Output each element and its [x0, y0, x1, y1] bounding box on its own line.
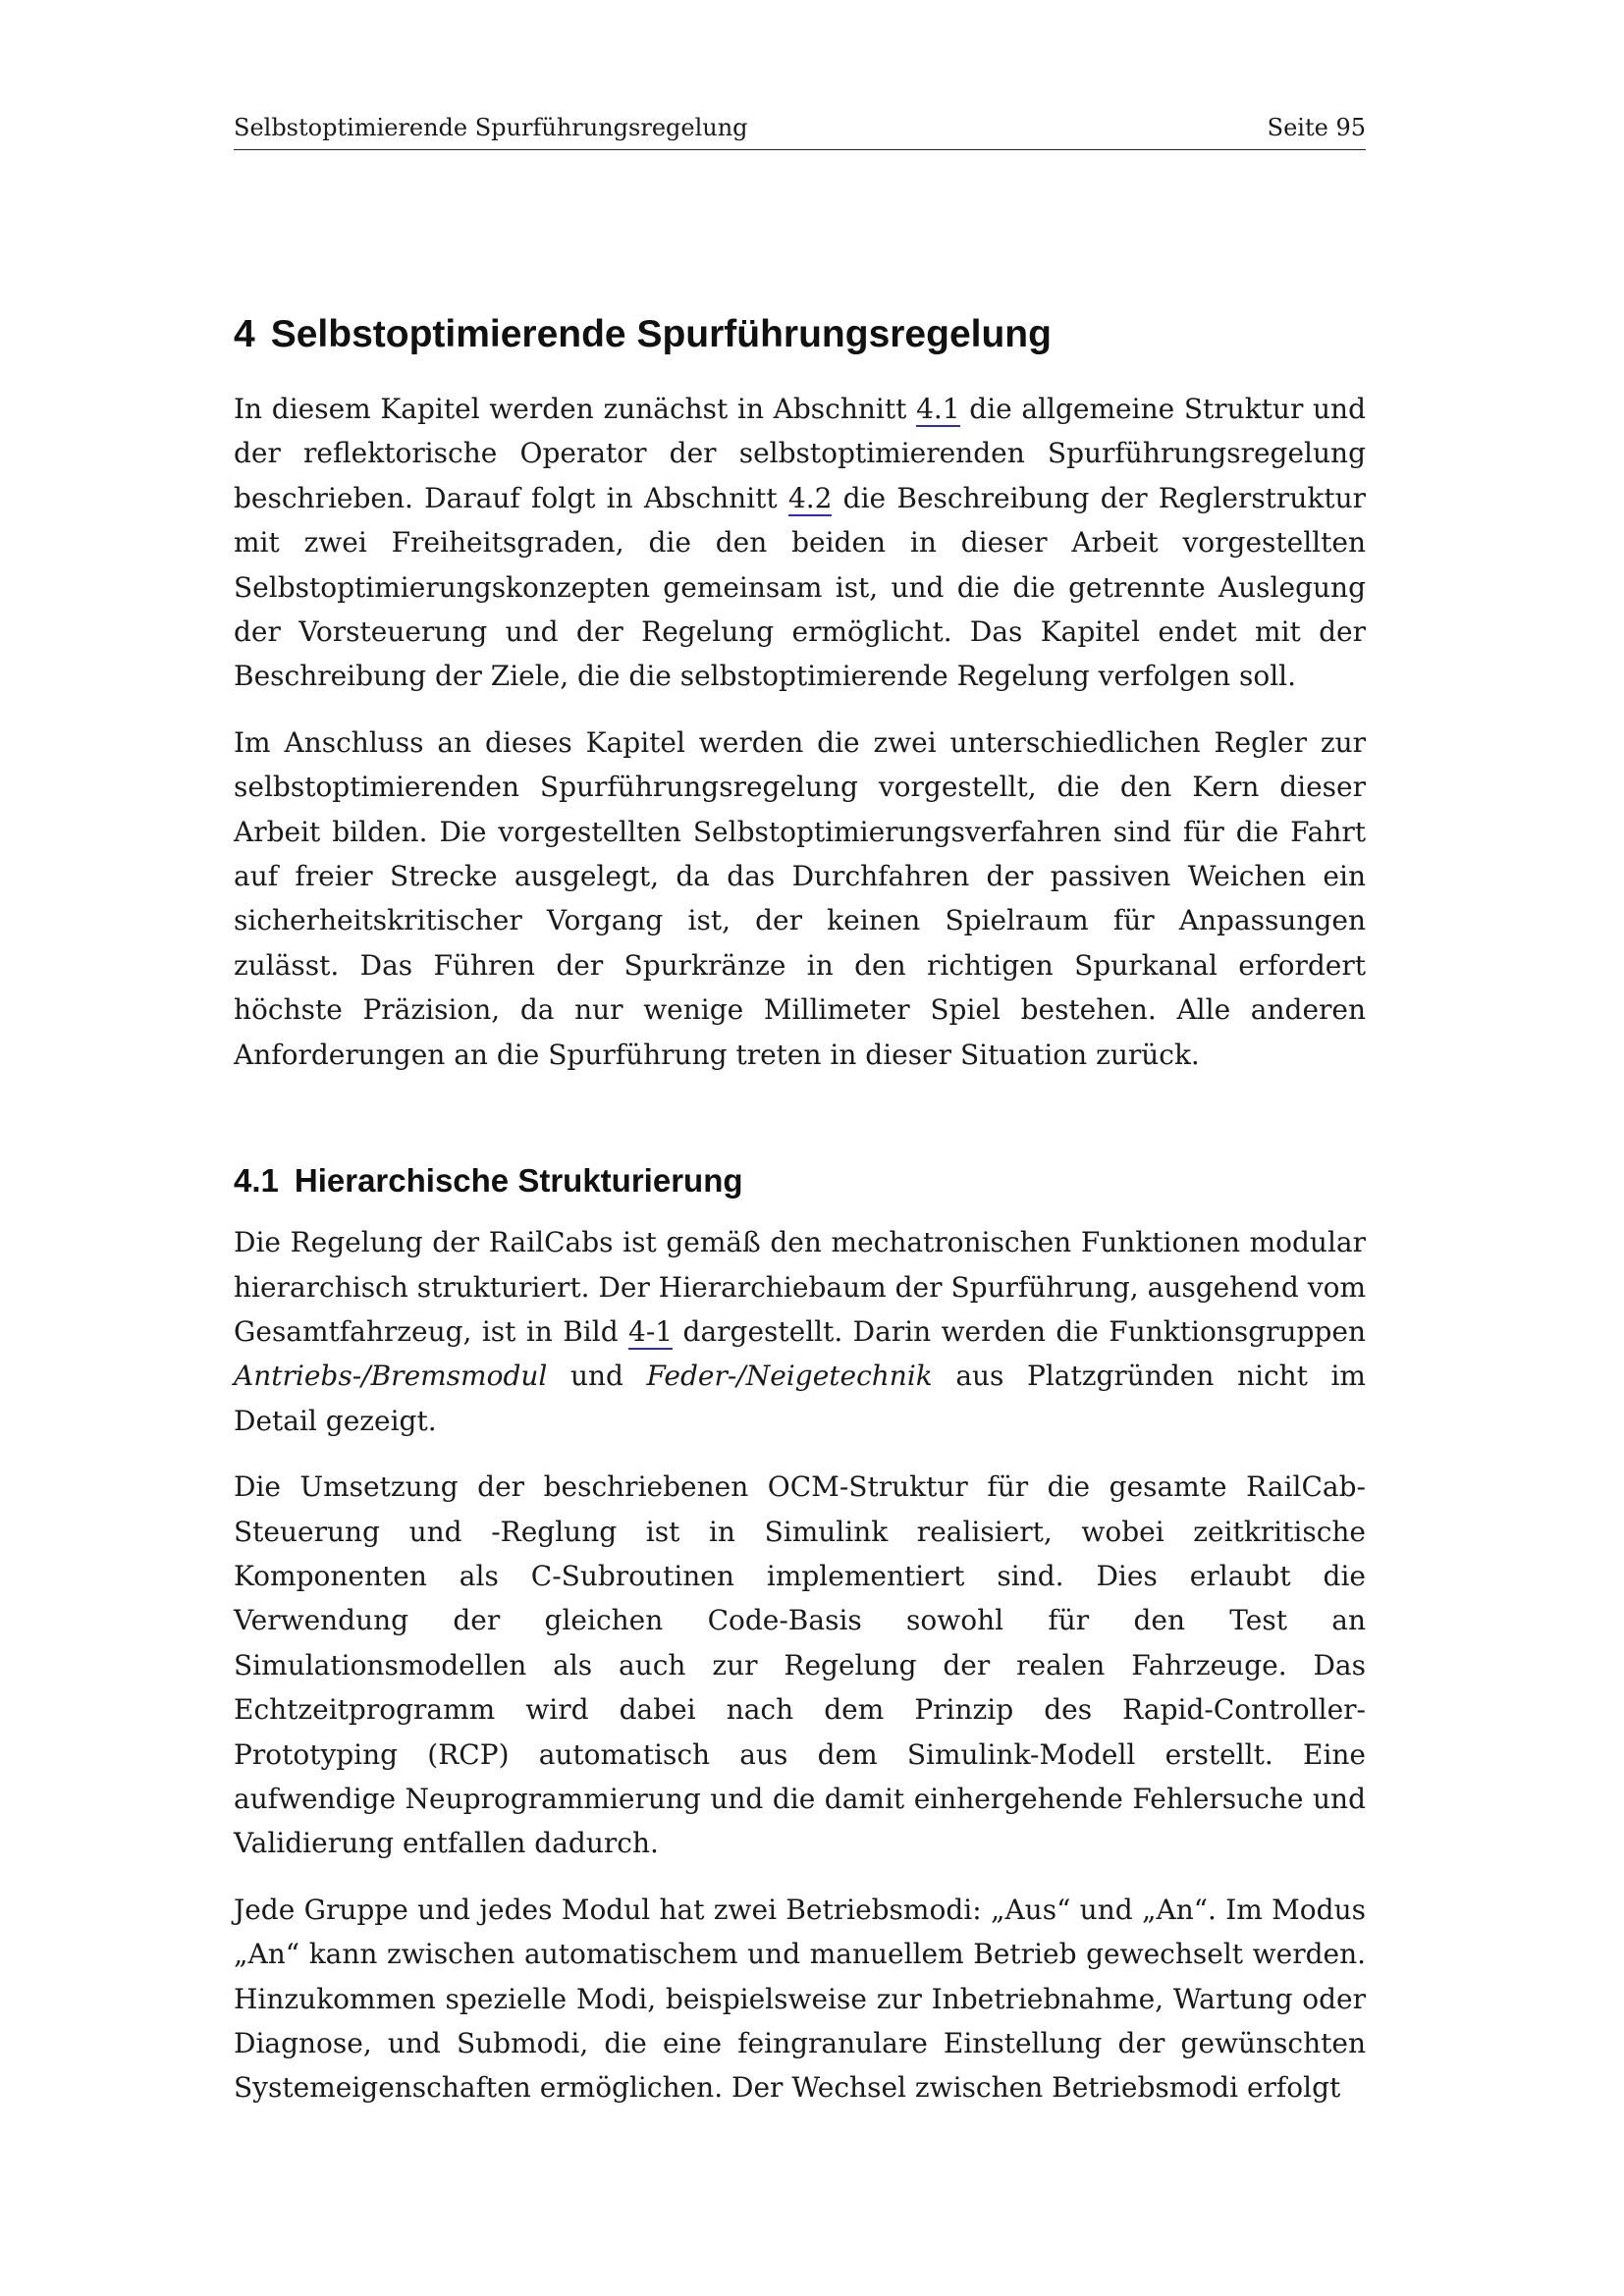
chapter-heading — [234, 304, 1366, 365]
paragraph-text: Die Regelung der RailCabs ist gemäß den mechatronischen Funktionen modular hierarchisch strukturiert. Der Hierarchiebaum der Spurführung, ausgehend vom Gesamtfahrzeug, ist in Bild — [234, 1226, 1366, 1348]
figure-ref-link[interactable]: 4-1 — [628, 1314, 674, 1348]
emphasis-term: Antriebs-/Bremsmodul — [234, 1360, 548, 1393]
paragraph-text: dargestellt. Darin werden die Funktionsgruppen — [673, 1314, 1366, 1348]
paragraph-text: In diesem Kapitel werden zunächst in Abschnitt — [234, 393, 917, 425]
chapter-title: Selbstoptimierende Spurführungsregelung — [270, 313, 1052, 355]
section-title: Hierarchische Strukturierung — [294, 1162, 743, 1200]
section-ref-link[interactable]: 4.2 — [787, 481, 833, 514]
paragraph-outlook: Im Anschluss an dieses Kapitel werden die zwei unterschiedlichen Regler zur selbstoptimierenden Spurführungsregelung vorgestellt, die den Kern dieser Arbeit bilden. Die vorgestellten Selbstoptimierungsverfahren sind für die Fahrt auf freier Strecke ausgelegt, da das Durchfahren der passiven Weichen ein sicherheitskritischer Vorgang ist, der keinen Spielraum für Anpassungen zulässt. Das Führen der Spurkränze in den richtigen Spurkanal erfordert höchste Präzision, da nur wenige Millimeter Spiel bestehen. Alle anderen Anforderungen an die Spurführung treten in dieser Situation zurück. — [234, 725, 1366, 1071]
chapter-number: 4 — [234, 313, 255, 355]
section-heading — [234, 1155, 1366, 1206]
page-header — [234, 110, 1366, 150]
section-ref-link[interactable]: 4.1 — [916, 393, 960, 425]
paragraph-operating-modes: Jede Gruppe und jedes Modul hat zwei Betriebsmodi: „Aus“ und „An“. Im Modus „An“ kann zwischen automatischem und manuellem Betrieb gewechselt werden. Hinzukommen spezielle Modi, beispielsweise zur Inbetriebnahme, Wartung oder Diagnose, und Submodi, die eine feingranulare Einstellung der gewünschten Systemeigenschaften ermöglichen. Der Wechsel zwischen Betriebsmodi erfolgt — [234, 1893, 1366, 2105]
paragraph-text: aus Platzgründen nicht im Detail gezeigt. — [234, 1360, 1366, 1437]
paragraph-text: die allgemeine Struktur und der reflektorische Operator der selbstoptimierenden Spurführungsregelung beschrieben. Darauf folgt in Abschnitt — [234, 393, 1367, 514]
page-content — [234, 304, 1366, 2132]
paragraph-text: die Beschreibung der Reglerstruktur mit zwei Freiheitsgraden, die den beiden in dieser Arbeit vorgestellten Selbstoptimierungskonzepten gemeinsam ist, und die die getrennte Auslegung der Vorsteuerung und der Regelung ermöglicht. Das Kapitel endet mit der Beschreibung der Ziele, die die selbstoptimierende Regelung verfolgen soll. — [234, 481, 1366, 693]
paragraph-intro — [234, 387, 1366, 699]
section-number: 4.1 — [234, 1162, 279, 1200]
paragraph-hierarchy — [234, 1220, 1366, 1443]
page-number: Seite 95 — [1267, 114, 1366, 141]
paragraph-text: und — [547, 1360, 647, 1393]
emphasis-term: Feder-/Neigetechnik — [646, 1360, 933, 1393]
running-title: Selbstoptimierende Spurführungsregelung — [234, 114, 748, 141]
paragraph-ocm-implementation: Die Umsetzung der beschriebenen OCM-Struktur für die gesamte RailCab-Steuerung und -Reglung ist in Simulink realisiert, wobei zeitkritische Komponenten als C-Subroutinen implementiert sind. Dies erlaubt die Verwendung der gleichen Code-Basis sowohl für den Test an Simulationsmodellen als auch zur Regelung der realen Fahrzeuge. Das Echtzeitprogramm wird dabei nach dem Prinzip des Rapid-Controller-Prototyping (RCP) automatisch aus dem Simulink-Modell erstellt. Eine aufwendige Neuprogrammierung und die damit einhergehende Fehlersuche und Validierung entfallen dadurch. — [234, 1470, 1366, 1860]
